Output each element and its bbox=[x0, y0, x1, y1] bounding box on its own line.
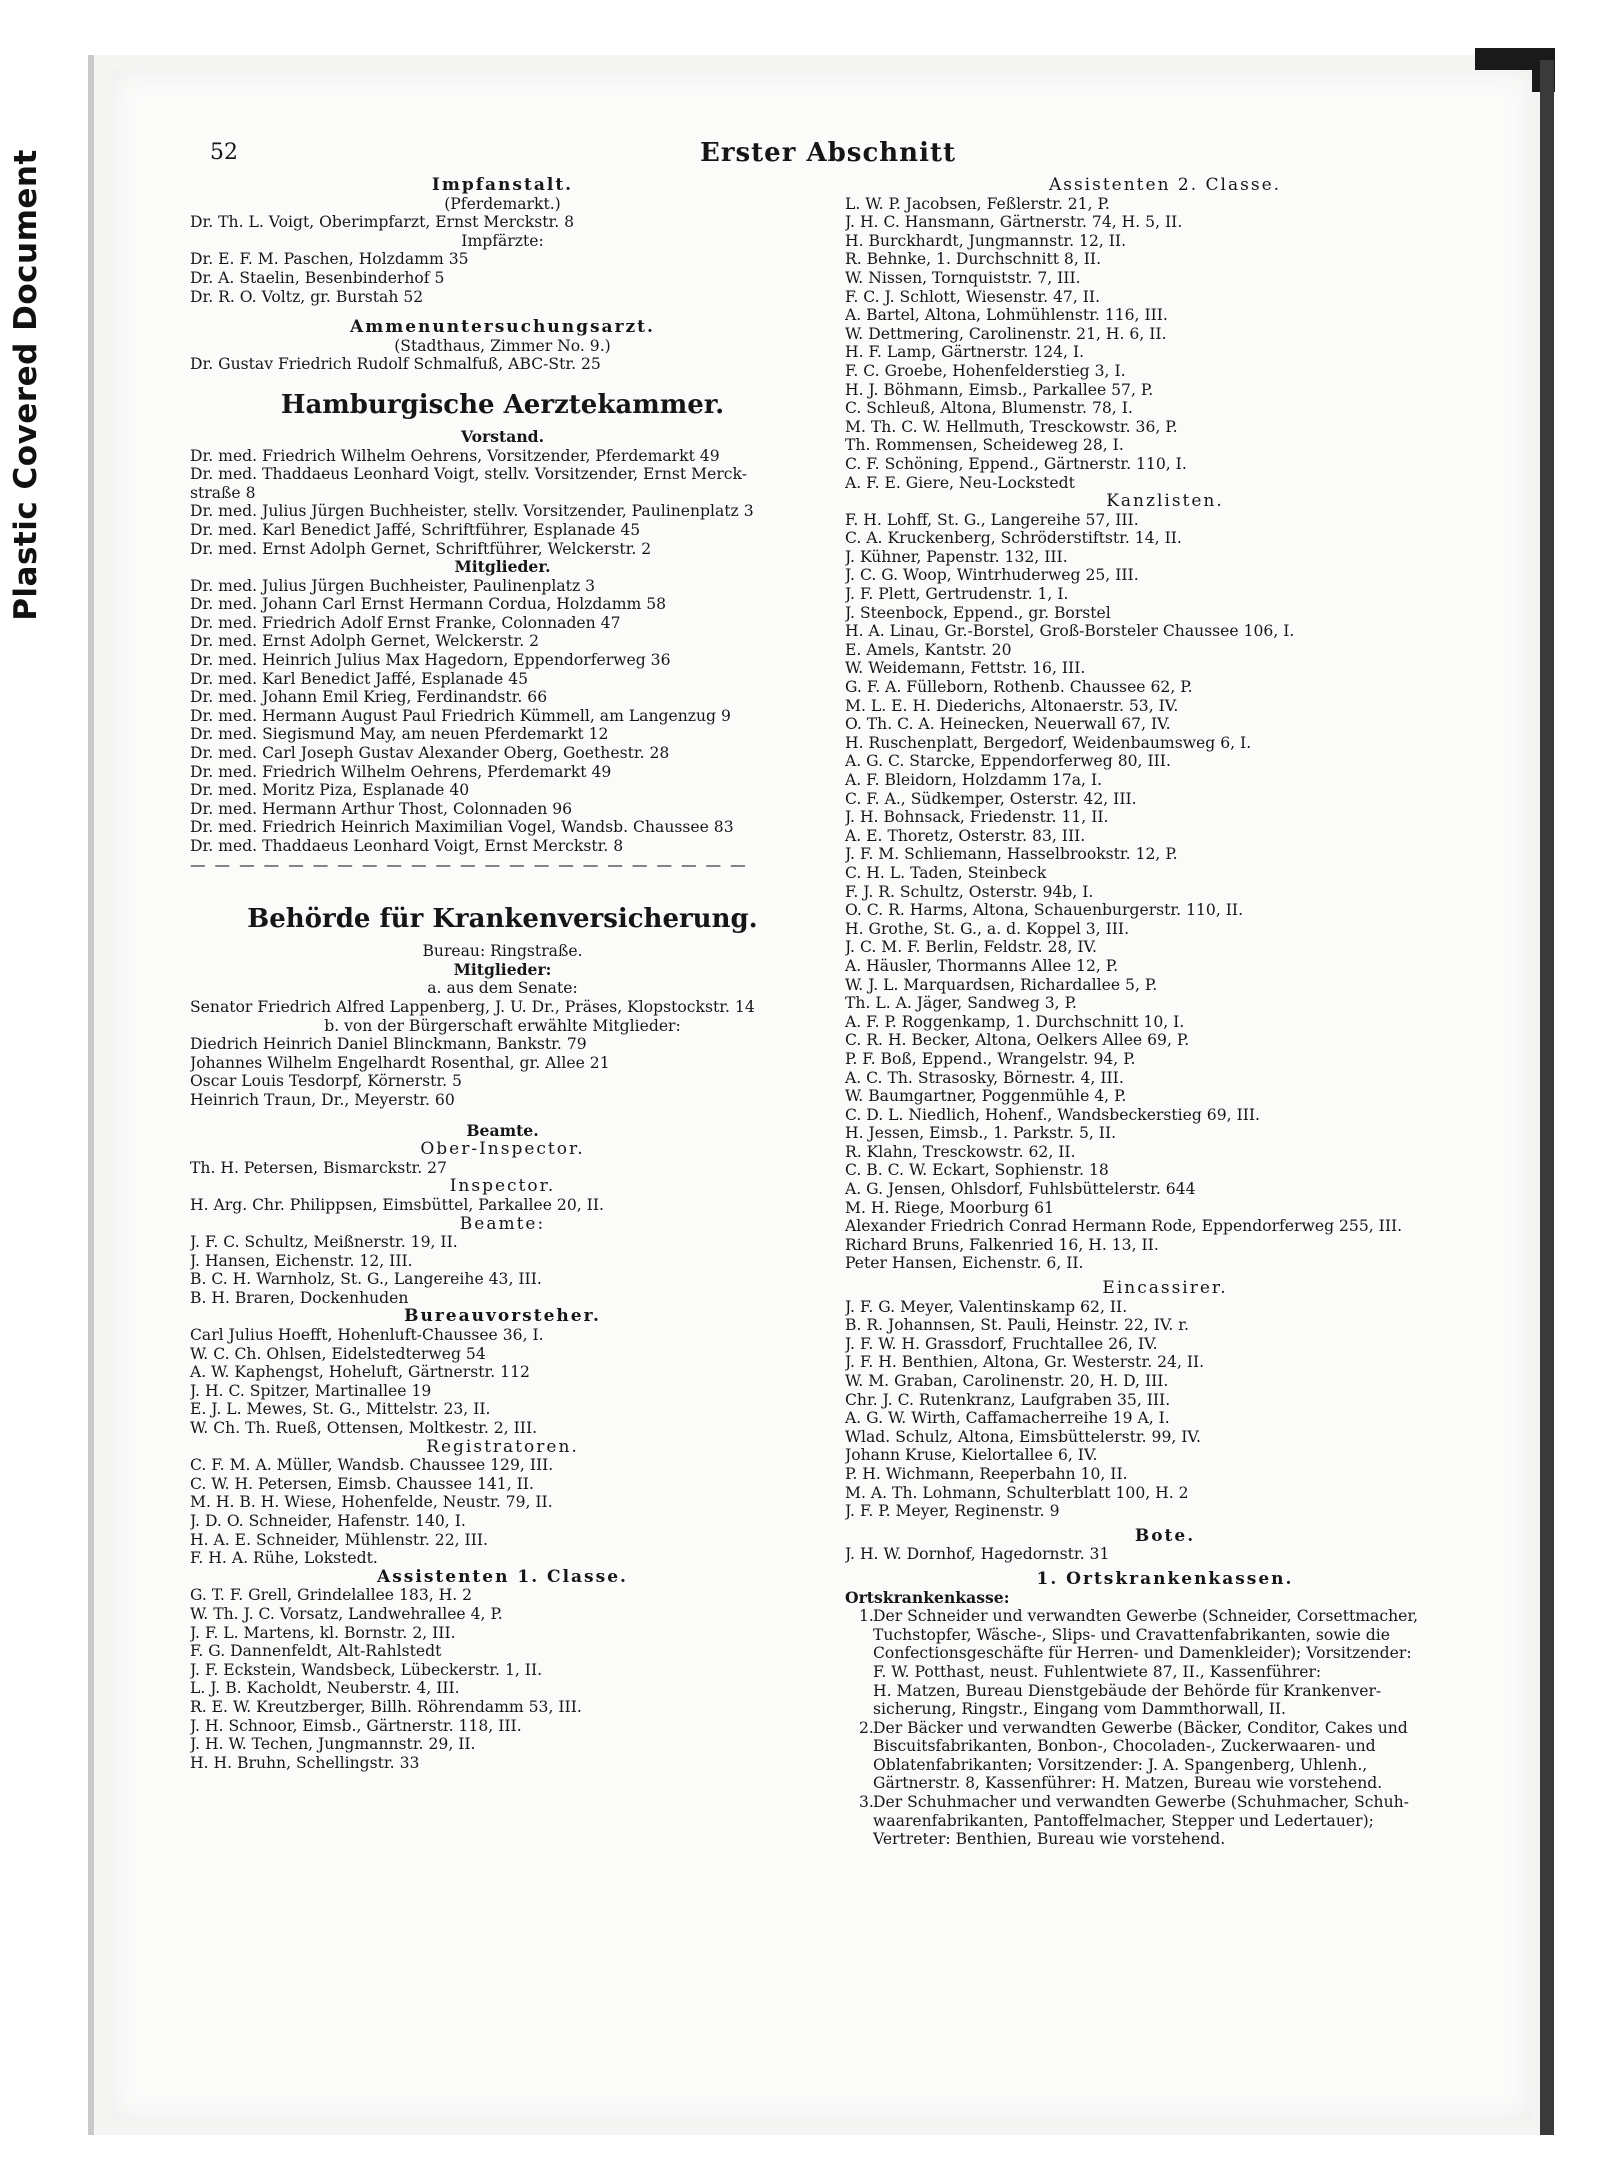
entry-line: A. W. Kaphengst, Hoheluft, Gärtnerstr. 112 bbox=[190, 1363, 530, 1382]
section-subtitle: Bureau: Ringstraße. bbox=[422, 942, 583, 961]
entry-line: W. Weidemann, Fettstr. 16, III. bbox=[845, 659, 1086, 678]
entry-line: Dr. med. Carl Joseph Gustav Alexander Oberg, Goethestr. 28 bbox=[190, 744, 670, 763]
entry-line: H. Ruschenplatt, Bergedorf, Weidenbaumsweg 6, I. bbox=[845, 733, 1252, 752]
entry-line: A. G. Jensen, Ohlsdorf, Fuhlsbüttelerstr. 644 bbox=[845, 1180, 1196, 1199]
entry-line: M. H. B. H. Wiese, Hohenfelde, Neustr. 79, II. bbox=[190, 1493, 553, 1512]
subsection-title: Beamte: bbox=[459, 1214, 546, 1234]
entry-line: J. C. G. Woop, Wintrhuderweg 25, III. bbox=[845, 566, 1139, 585]
entry-line: Dr. med. Thaddaeus Leonhard Voigt, Ernst Merckstr. 8 bbox=[190, 837, 624, 855]
entry-line: W. M. Graban, Carolinenstr. 20, H. D, III. bbox=[845, 1372, 1169, 1390]
entry-line: H. Burckhardt, Jungmannstr. 12, II. bbox=[845, 231, 1127, 250]
entry-line: B. H. Braren, Dockenhuden bbox=[190, 1288, 409, 1307]
entry-line: Johannes Wilhelm Engelhardt Rosenthal, gr. Allee 21 bbox=[190, 1053, 610, 1072]
scan-frame-edge bbox=[1540, 60, 1554, 2135]
entry-line: L. W. P. Jacobsen, Feßlerstr. 21, P. bbox=[845, 194, 1110, 213]
subsection-title: Inspector. bbox=[449, 1177, 556, 1196]
entry-line: Dr. E. F. M. Paschen, Holzdamm 35 bbox=[190, 250, 469, 269]
entry-line: Dr. med. Karl Benedict Jaffé, Schriftführer, Esplanade 45 bbox=[190, 520, 641, 539]
section-title-ammen: Ammenuntersuchungsarzt. bbox=[350, 318, 655, 337]
entry-line: Dr. Th. L. Voigt, Oberimpfarzt, Ernst Merckstr. 8 bbox=[190, 213, 575, 232]
entry-line: A. F. E. Giere, Neu-Lockstedt bbox=[845, 473, 1075, 492]
entry-line: F. C. J. Schlott, Wiesenstr. 47, II. bbox=[845, 287, 1101, 306]
entry-line: Dr. med. Karl Benedict Jaffé, Esplanade 45 bbox=[190, 669, 529, 688]
entry-line: C. Schleuß, Altona, Blumenstr. 78, I. bbox=[845, 399, 1133, 418]
entry-line: W. Baumgartner, Poggenmühle 4, P. bbox=[845, 1087, 1127, 1106]
subsection-title: Mitglieder. bbox=[454, 558, 551, 577]
entry-line: F. H. Lohff, St. G., Langereihe 57, III. bbox=[845, 510, 1139, 529]
entry-line: H. Arg. Chr. Philippsen, Eimsbüttel, Parkallee 20, II. bbox=[190, 1195, 604, 1214]
section-subtitle: (Pferdemarkt.) bbox=[444, 194, 561, 213]
item-text: Der Schuhmacher und verwandten Gewerbe (Schuhmacher, Schuh- bbox=[873, 1793, 1409, 1812]
entry-line: Dr. R. O. Voltz, gr. Burstah 52 bbox=[190, 287, 424, 306]
page-number: 52 bbox=[210, 140, 238, 165]
entry-line: Dr. med. Johann Carl Ernst Hermann Cordua, Holzdamm 58 bbox=[190, 595, 667, 614]
subsection-title: Kanzlisten. bbox=[1106, 492, 1224, 511]
item-text: Der Bäcker und verwandten Gewerbe (Bäcker, Conditor, Cakes und bbox=[873, 1718, 1408, 1737]
ortskrankenkasse-line bbox=[845, 1607, 1485, 1626]
subsection-title: Registratoren. bbox=[426, 1437, 579, 1457]
entry-line: C. W. H. Petersen, Eimsb. Chaussee 141, II. bbox=[190, 1474, 534, 1493]
entry-line: P. H. Wichmann, Reeperbahn 10, II. bbox=[845, 1464, 1128, 1483]
item-number: 1. bbox=[859, 1607, 874, 1626]
entry-line: Dr. med. Johann Emil Krieg, Ferdinandstr. 66 bbox=[190, 688, 548, 707]
entry-line: J. H. C. Hansmann, Gärtnerstr. 74, H. 5, II. bbox=[845, 213, 1183, 232]
entry-line: Th. L. A. Jäger, Sandweg 3, P. bbox=[845, 994, 1077, 1013]
entry-line: J. H. C. Spitzer, Martinallee 19 bbox=[190, 1381, 432, 1400]
left-column bbox=[190, 176, 815, 1772]
entry-line: C. D. L. Niedlich, Hohenf., Wandsbeckerstieg 69, III. bbox=[845, 1105, 1260, 1124]
entry-line: E. J. L. Mewes, St. G., Mittelstr. 23, II. bbox=[190, 1400, 491, 1419]
entry-line: O. Th. C. A. Heinecken, Neuerwall 67, IV. bbox=[845, 715, 1171, 734]
entry-line: H. A. Linau, Gr.-Borstel, Groß-Borsteler Chaussee 106, I. bbox=[845, 622, 1295, 641]
entry-line: J. H. W. Techen, Jungmannstr. 29, II. bbox=[190, 1735, 476, 1754]
entry-line: C. A. Kruckenberg, Schröderstiftstr. 14, II. bbox=[845, 529, 1182, 548]
entry-line: Oscar Louis Tesdorpf, Körnerstr. 5 bbox=[190, 1072, 462, 1091]
entry-line: C. R. H. Becker, Altona, Oelkers Allee 69, P. bbox=[845, 1031, 1190, 1050]
entry-line: Dr. med. Heinrich Julius Max Hagedorn, Eppendorferweg 36 bbox=[190, 651, 671, 670]
entry-line: Dr. med. Ernst Adolph Gernet, Schriftführer, Welckerstr. 2 bbox=[190, 539, 652, 558]
right-column bbox=[845, 176, 1485, 1849]
ortskrankenkasse-line: Biscuitsfabrikanten, Bonbon-, Chocoladen-, Zuckerwaaren- und bbox=[873, 1737, 1376, 1756]
entry-line: J. C. M. F. Berlin, Feldstr. 28, IV. bbox=[845, 938, 1097, 957]
ortskrankenkasse-line: Confectionsgeschäfte für Herren- und Damenkleider); Vorsitzender: bbox=[873, 1644, 1412, 1663]
entry-line: M. Th. C. W. Hellmuth, Tresckowstr. 36, P. bbox=[845, 417, 1178, 436]
entry-line: Th. Rommensen, Scheideweg 28, I. bbox=[845, 436, 1124, 455]
ortskrankenkasse-list bbox=[845, 1607, 1485, 1849]
entry-line: J. H. Schnoor, Eimsb., Gärtnerstr. 118, III. bbox=[190, 1716, 522, 1735]
entry-line: Wlad. Schulz, Altona, Eimsbüttelerstr. 99, IV. bbox=[845, 1427, 1201, 1446]
entry-line: A. F. Bleidorn, Holzdamm 17a, I. bbox=[845, 771, 1103, 789]
entry-line: J. F. W. H. Grassdorf, Fruchtallee 26, IV. bbox=[845, 1334, 1158, 1353]
subsection-title: Beamte. bbox=[466, 1121, 539, 1140]
entry-line: B. C. H. Warnholz, St. G., Langereihe 43, III. bbox=[190, 1270, 542, 1289]
entry-line: Dr. med. Ernst Adolph Gernet, Welckerstr. 2 bbox=[190, 632, 540, 651]
entry-line: A. C. Th. Strasosky, Börnestr. 4, III. bbox=[845, 1068, 1124, 1087]
entry-line: Dr. med. Julius Jürgen Buchheister, Paulinenplatz 3 bbox=[190, 576, 596, 595]
entry-line: Carl Julius Hoefft, Hohenluft-Chaussee 36, I. bbox=[190, 1326, 544, 1345]
running-head: Erster Abschnitt bbox=[700, 138, 956, 168]
entry-line: O. C. R. Harms, Altona, Schauenburgerstr. 110, II. bbox=[845, 901, 1244, 920]
entry-line: J. H. Bohnsack, Friedenstr. 11, II. bbox=[845, 808, 1109, 827]
entry-line: W. Th. J. C. Vorsatz, Landwehrallee 4, P. bbox=[190, 1604, 503, 1623]
entry-line: R. Behnke, 1. Durchschnitt 8, II. bbox=[845, 250, 1102, 269]
entry-line: Dr. med. Friedrich Heinrich Maximilian Vogel, Wandsb. Chaussee 83 bbox=[190, 818, 734, 837]
entry-line: F. J. R. Schultz, Osterstr. 94b, I. bbox=[845, 882, 1094, 901]
entry-line: J. Steenbock, Eppend., gr. Borstel bbox=[845, 603, 1111, 622]
entry-line: A. Häusler, Thormanns Allee 12, P. bbox=[845, 956, 1119, 975]
ortskrankenkasse-line: F. W. Potthast, neust. Fuhlentwiete 87, II., Kassenführer: bbox=[873, 1662, 1322, 1681]
section-title-ortskrankenkassen: 1. Ortskrankenkassen. bbox=[1036, 1569, 1294, 1589]
entry-line: F. H. A. Rühe, Lokstedt. bbox=[190, 1549, 378, 1568]
entry-line: G. T. F. Grell, Grindelallee 183, H. 2 bbox=[190, 1586, 473, 1605]
entry-line: straße 8 bbox=[190, 483, 256, 502]
entry-line: J. H. W. Dornhof, Hagedornstr. 31 bbox=[845, 1545, 1110, 1564]
entry-line: Chr. J. C. Rutenkranz, Laufgraben 35, III. bbox=[845, 1390, 1171, 1409]
section-title-krankenversicherung: Behörde für Krankenversicherung. bbox=[247, 904, 758, 935]
entry-line: Dr. A. Staelin, Besenbinderhof 5 bbox=[190, 268, 445, 287]
entry-line: Dr. med. Friedrich Adolf Ernst Franke, Colonnaden 47 bbox=[190, 613, 621, 632]
entry-line: J. F. Eckstein, Wandsbeck, Lübeckerstr. 1, II. bbox=[190, 1660, 543, 1679]
entry-line: C. F. Schöning, Eppend., Gärtnerstr. 110, I. bbox=[845, 454, 1187, 473]
entry-line: A. G. C. Starcke, Eppendorferweg 80, III. bbox=[845, 752, 1171, 771]
ortskrankenkasse-line: H. Matzen, Bureau Dienstgebäude der Behörde für Krankenver- bbox=[873, 1681, 1382, 1700]
entry-line: Richard Bruns, Falkenried 16, H. 13, II. bbox=[845, 1235, 1159, 1254]
entry-line: Dr. med. Hermann Arthur Thost, Colonnaden 96 bbox=[190, 799, 573, 818]
plastic-cover-label: Plastic Covered Document bbox=[8, 149, 44, 621]
entry-line: J. F. C. Schultz, Meißnerstr. 19, II. bbox=[190, 1233, 458, 1252]
item-number: 2. bbox=[859, 1718, 874, 1737]
entry-line: J. F. L. Martens, kl. Bornstr. 2, III. bbox=[190, 1623, 456, 1642]
entry-line: Senator Friedrich Alfred Lappenberg, J. U. Dr., Präses, Klopstockstr. 14 bbox=[190, 997, 755, 1016]
subsection-title: Impfärzte: bbox=[461, 231, 544, 250]
entry-line: Dr. med. Friedrich Wilhelm Oehrens, Pferdemarkt 49 bbox=[190, 762, 612, 781]
entry-line: P. F. Boß, Eppend., Wrangelstr. 94, P. bbox=[845, 1049, 1136, 1068]
entry-line: W. J. L. Marquardsen, Richardallee 5, P. bbox=[845, 975, 1158, 994]
entry-line: R. E. W. Kreutzberger, Billh. Röhrendamm 53, III. bbox=[190, 1697, 582, 1716]
entry-line: J. F. Plett, Gertrudenstr. 1, I. bbox=[845, 585, 1069, 604]
entry-line: C. B. C. W. Eckart, Sophienstr. 18 bbox=[845, 1161, 1109, 1180]
entry-line: Dr. med. Moritz Piza, Esplanade 40 bbox=[190, 781, 470, 800]
entry-line: Th. H. Petersen, Bismarckstr. 27 bbox=[190, 1158, 447, 1177]
entry-line: Dr. med. Siegismund May, am neuen Pferdemarkt 12 bbox=[190, 725, 609, 744]
entry-line: L. J. B. Kacholdt, Neuberstr. 4, III. bbox=[190, 1679, 460, 1698]
ortskrankenkasse-line: waarenfabrikanten, Pantoffelmacher, Stepper und Ledertauer); bbox=[873, 1811, 1374, 1830]
section-title-impfanstalt: Impfanstalt. bbox=[431, 176, 574, 195]
entry-line: B. R. Johannsen, St. Pauli, Heinstr. 22, IV. r. bbox=[845, 1316, 1190, 1335]
entry-line: Dr. med. Thaddaeus Leonhard Voigt, stellv. Vorsitzender, Ernst Merck- bbox=[190, 465, 747, 484]
subsection-title: Assistenten 2. Classe. bbox=[1048, 176, 1282, 195]
entry-line: G. F. A. Fülleborn, Rothenb. Chaussee 62, P. bbox=[845, 678, 1193, 697]
section-subtitle: (Stadthaus, Zimmer No. 9.) bbox=[394, 336, 611, 355]
entry-line: Dr. Gustav Friedrich Rudolf Schmalfuß, ABC-Str. 25 bbox=[190, 355, 601, 374]
ortskrankenkasse-line: Tuchstopfer, Wäsche-, Slips- und Cravattenfabrikanten, sowie die bbox=[873, 1625, 1390, 1644]
entry-line: H. J. Böhmann, Eimsb., Parkallee 57, P. bbox=[845, 380, 1154, 399]
subsection-title: Bote. bbox=[1134, 1526, 1196, 1546]
entry-line: Dr. med. Julius Jürgen Buchheister, stellv. Vorsitzender, Paulinenplatz 3 bbox=[190, 502, 754, 521]
entry-line: Dr. med. Friedrich Wilhelm Oehrens, Vorsitzender, Pferdemarkt 49 bbox=[190, 446, 720, 465]
entry-line: H. H. Bruhn, Schellingstr. 33 bbox=[190, 1753, 420, 1772]
entry-line: W. C. Ch. Ohlsen, Eidelstedterweg 54 bbox=[190, 1344, 486, 1363]
entry-line: J. Hansen, Eichenstr. 12, III. bbox=[190, 1251, 413, 1270]
ortskrankenkasse-line: Oblatenfabrikanten; Vorsitzender: J. A. Spangenberg, Uhlenh., bbox=[873, 1755, 1368, 1774]
subsection-title: Mitglieder: bbox=[453, 960, 552, 979]
entry-line: A. G. W. Wirth, Caffamacherreihe 19 A, I. bbox=[845, 1409, 1170, 1428]
entry-line: E. Amels, Kantstr. 20 bbox=[845, 640, 1012, 659]
entry-line: H. A. E. Schneider, Mühlenstr. 22, III. bbox=[190, 1530, 488, 1549]
entry-line: W. Ch. Th. Rueß, Ottensen, Moltkestr. 2, III. bbox=[190, 1419, 538, 1438]
entry-line: Alexander Friedrich Conrad Hermann Rode, Eppendorferweg 255, III. bbox=[845, 1217, 1403, 1236]
subsection-title: Ortskrankenkasse: bbox=[845, 1588, 1010, 1607]
entry-line: Heinrich Traun, Dr., Meyerstr. 60 bbox=[190, 1090, 455, 1109]
entry-line: M. A. Th. Lohmann, Schulterblatt 100, H. 2 bbox=[845, 1483, 1189, 1502]
entry-line: Peter Hansen, Eichenstr. 6, II. bbox=[845, 1254, 1084, 1273]
subsection-title: Ober-Inspector. bbox=[420, 1140, 585, 1159]
entry-line: C. F. M. A. Müller, Wandsb. Chaussee 129, III. bbox=[190, 1456, 554, 1475]
subsection-title: b. von der Bürgerschaft erwählte Mitglieder: bbox=[324, 1016, 681, 1035]
entry-line: M. L. E. H. Diederichs, Altonaerstr. 53, IV. bbox=[845, 696, 1179, 715]
entry-line: F. C. Groebe, Hohenfelderstieg 3, I. bbox=[845, 361, 1126, 380]
entry-line: R. Klahn, Tresckowstr. 62, II. bbox=[845, 1142, 1076, 1161]
entry-line: H. F. Lamp, Gärtnerstr. 124, I. bbox=[845, 343, 1085, 362]
item-text: Der Schneider und verwandten Gewerbe (Schneider, Corsettmacher, bbox=[873, 1607, 1419, 1626]
ortskrankenkasse-line bbox=[845, 1719, 1485, 1738]
ortskrankenkasse-line bbox=[845, 1793, 1485, 1812]
entry-line: W. Nissen, Tornquiststr. 7, III. bbox=[845, 268, 1081, 287]
entry-line: J. F. G. Meyer, Valentinskamp 62, II. bbox=[845, 1297, 1128, 1316]
entry-line: Diedrich Heinrich Daniel Blinckmann, Bankstr. 79 bbox=[190, 1035, 587, 1054]
entry-line: J. F. M. Schliemann, Hasselbrookstr. 12, P. bbox=[845, 845, 1178, 864]
subsection-title: Eincassirer. bbox=[1102, 1279, 1228, 1298]
entry-line: C. F. A., Südkemper, Osterstr. 42, III. bbox=[845, 789, 1137, 808]
entry-line: A. F. P. Roggenkamp, 1. Durchschnitt 10, I. bbox=[845, 1012, 1185, 1031]
entry-line: W. Dettmering, Carolinenstr. 21, H. 6, II. bbox=[845, 324, 1167, 343]
entry-line: H. Grothe, St. G., a. d. Koppel 3, III. bbox=[845, 919, 1130, 938]
section-title-aerztekammer: Hamburgische Aerztekammer. bbox=[280, 389, 725, 420]
entry-line: J. F. H. Benthien, Altona, Gr. Westerstr. 24, II. bbox=[845, 1353, 1205, 1372]
subsection-title: Assistenten 1. Classe. bbox=[377, 1567, 628, 1587]
entry-line: J. Kühner, Papenstr. 132, III. bbox=[845, 547, 1068, 566]
entry-line: J. F. P. Meyer, Reginenstr. 9 bbox=[845, 1502, 1060, 1521]
ortskrankenkasse-line: Vertreter: Benthien, Bureau wie vorstehend. bbox=[873, 1830, 1226, 1849]
ortskrankenkasse-line: Gärtnerstr. 8, Kassenführer: H. Matzen, Bureau wie vorstehend. bbox=[873, 1774, 1383, 1793]
item-number: 3. bbox=[859, 1793, 874, 1812]
entry-line: A. E. Thoretz, Osterstr. 83, III. bbox=[845, 826, 1086, 845]
subsection-title: a. aus dem Senate: bbox=[427, 979, 578, 998]
entry-line: H. Jessen, Eimsb., 1. Parkstr. 5, II. bbox=[845, 1124, 1117, 1143]
entry-line: Johann Kruse, Kielortallee 6, IV. bbox=[845, 1446, 1098, 1465]
subsection-title: Bureauvorsteher. bbox=[404, 1307, 601, 1327]
entry-line: F. G. Dannenfeldt, Alt-Rahlstedt bbox=[190, 1642, 442, 1661]
entry-line: Dr. med. Hermann August Paul Friedrich Kümmell, am Langenzug 9 bbox=[190, 706, 731, 725]
dash-separator: — — — — — — — — — — — — — — — — — — — — — — — bbox=[190, 855, 748, 874]
ortskrankenkasse-line: sicherung, Ringstr., Eingang vom Dammthorwall, II. bbox=[873, 1700, 1287, 1719]
entry-line: C. H. L. Taden, Steinbeck bbox=[845, 863, 1047, 882]
entry-line: J. D. O. Schneider, Hafenstr. 140, I. bbox=[190, 1512, 466, 1530]
entry-line: A. Bartel, Altona, Lohmühlenstr. 116, III. bbox=[845, 306, 1168, 325]
entry-line: M. H. Riege, Moorburg 61 bbox=[845, 1198, 1054, 1217]
subsection-title: Vorstand. bbox=[460, 427, 545, 446]
